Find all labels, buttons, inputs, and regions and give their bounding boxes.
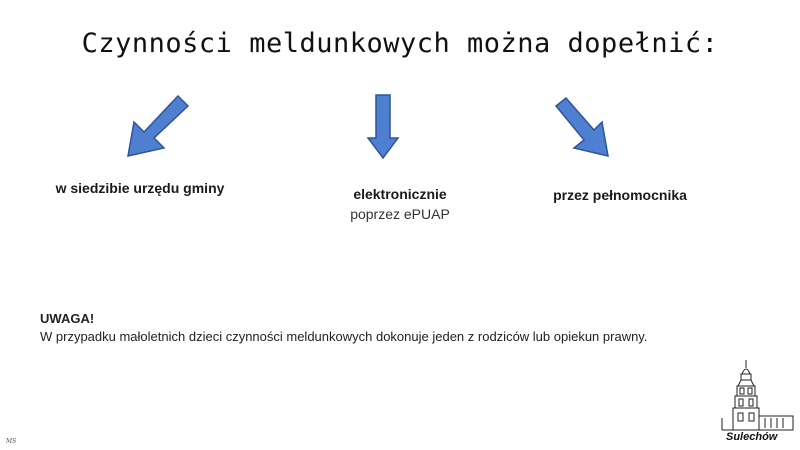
arrow-down-icon (366, 94, 400, 162)
option-electronic-label: elektronicznie (353, 186, 447, 202)
option-proxy (510, 185, 730, 205)
warning-note (40, 310, 647, 346)
option-electronic-sublabel: poprzez ePUAP (350, 206, 450, 222)
arrow-down-left-icon (120, 92, 192, 162)
author-initials: MS (6, 438, 17, 445)
option-office (30, 178, 250, 198)
option-office-label: w siedzibie urzędu gminy (55, 180, 225, 196)
warning-heading: UWAGA! (40, 311, 95, 326)
arrow-down-right-icon (552, 96, 614, 160)
slide-title: Czynności meldunkowych można dopełnić: (81, 28, 719, 59)
logo-text: Sulechów (726, 431, 778, 443)
option-electronic (290, 184, 510, 224)
sulechow-logo (720, 358, 798, 444)
option-proxy-label: przez pełnomocnika (553, 187, 687, 203)
warning-text: W przypadku małoletnich dzieci czynności meldunkowych dokonuje jeden z rodziców lub opiekun prawny. (40, 329, 648, 344)
